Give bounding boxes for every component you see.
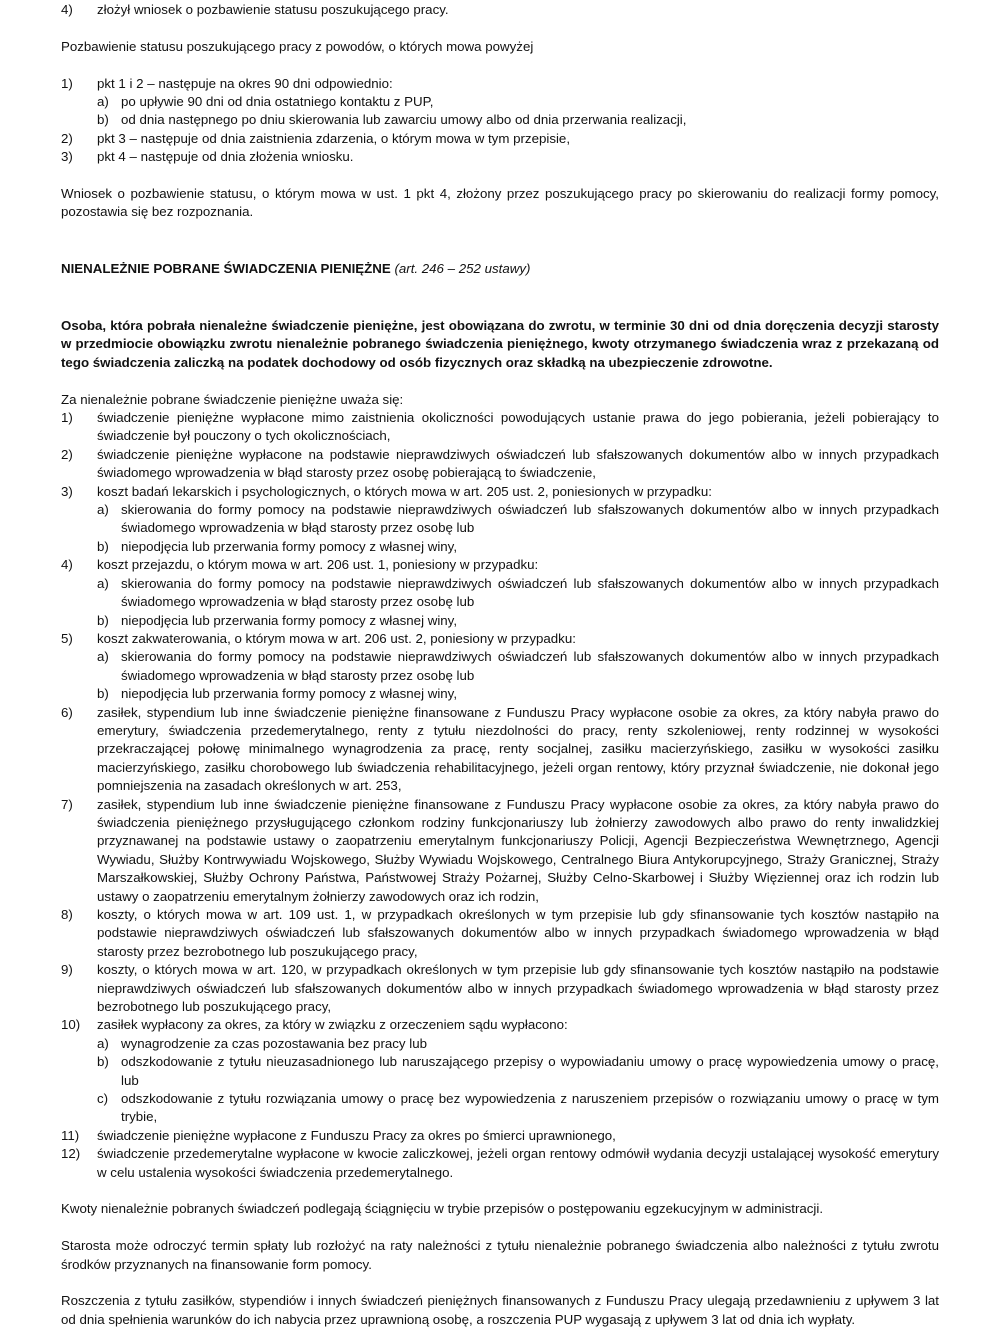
list-item	[61, 1145, 939, 1182]
list-number: 1)	[61, 75, 73, 91]
list-text: świadczenie przedemerytalne wypłacone w kwocie zaliczkowej, jeżeli organ rentowy odmówił wydania decyzji ustalającej wysokość emerytury w celu ustalenia wysokości świadczenia przedemerytalnego.	[97, 1146, 939, 1180]
sub-list-item	[61, 1035, 939, 1053]
list-text: zasiłek, stypendium lub inne świadczenie pieniężne finansowane z Funduszu Pracy wypłacone osobie za okres, za który nabyła prawo do świadczenia pieniężnego przysługującego członkom rodziny funkcjonariuszy lub żołnierzy zawodowych albo prawo do renty inwalidzkiej przyznawanej na podstawie ustawy o zaopatrzeniu emerytalnym funkcjonariuszy Policji, Agencji Bezpieczeństwa Wewnętrznego, Agencji Wywiadu, Służby Kontrwywiadu Wojskowego, Służby Wywiadu Wojskowego, Centralnego Biura Antykorupcyjnego, Straży Granicznej, Straży Marszałkowskiej, Służby Ochrony Państwa, Państwowej Straży Pożarnej, Służby Celno-Skarbowej i Służby Więziennej oraz ich rodzin lub ustawy o zaopatrzeniu emerytalnym żołnierzy zawodowych oraz ich rodzin,	[97, 796, 939, 904]
list-text: złożył wniosek o pozbawienie statusu poszukującego pracy.	[97, 2, 449, 17]
status-intro: Pozbawienie statusu poszukującego pracy z powodów, o których mowa powyżej	[61, 38, 534, 54]
section-heading	[61, 260, 939, 278]
sub-list-text: skierowania do formy pomocy na podstawie nieprawdziwych oświadczeń lub sfałszowanych dokumentów albo w innych przypadkach świadomego wprowadzenia w błąd starosty przez osobę lub	[121, 649, 939, 683]
list-number: 6)	[61, 704, 73, 720]
status-note: Wniosek o pozbawienie statusu, o którym mowa w ust. 1 pkt 4, złożony przez poszukującego pracy po skierowaniu do realizacji formy pomocy, pozostawia się bez rozpoznania.	[61, 186, 939, 220]
sub-list-item	[61, 612, 939, 630]
list-text: pkt 3 – następuje od dnia zaistnienia zdarzenia, o którym mowa w tym przepisie,	[97, 130, 571, 146]
list-intro: Za nienależnie pobrane świadczenie pieniężne uważa się:	[61, 391, 404, 407]
list-item	[61, 483, 939, 501]
list-text: zasiłek, stypendium lub inne świadczenie pieniężne finansowane z Funduszu Pracy wypłacone osobie za okres, za który nabyła prawo do emerytury, świadczenia przedemerytalnego, renty z tytułu niezdolności do pracy, renty szkoleniowej, renty rodzinnej w wysokości przekraczającej połowę minimalnego wynagrodzenia za pracę, renty socjalnej, zasiłku macierzyńskiego, zasiłku w wysokości zasiłku macierzyńskiego, zasiłku chorobowego lub świadczenia rehabilitacyjnego, jeżeli organ rentowy, który przyznał świadczenie, nie dokonał jego pomniejszenia na zasadach określonych w art. 253,	[97, 704, 939, 794]
list-number: 7)	[61, 796, 73, 812]
list-item	[61, 630, 939, 648]
list-number: 3)	[61, 483, 73, 499]
sub-list-letter: c)	[97, 1091, 109, 1107]
section-heading-title: NIENALEŻNIE POBRANE ŚWIADCZENIA PIENIĘŻNE	[61, 261, 391, 277]
sub-list-letter: a)	[97, 575, 109, 591]
sub-list-text: odszkodowanie z tytułu nieuzasadnionego lub naruszającego przepisy o wypowiadaniu umowy o pracę wypowiedzenia umowy o pracę, lub	[121, 1054, 939, 1088]
sub-list-text: skierowania do formy pomocy na podstawie nieprawdziwych oświadczeń lub sfałszowanych dokumentów albo w innych przypadkach świadomego wprowadzenia w błąd starosty przez osobę lub	[121, 575, 939, 610]
sub-list-letter: b)	[97, 686, 109, 702]
sub-list-text: odszkodowanie z tytułu rozwiązania umowy o pracę bez wypowiedzenia z naruszeniem przepisów o rozwiązaniu umowy o pracę w tym trybie,	[121, 1091, 939, 1125]
sub-list-item	[61, 111, 939, 129]
list-number: 8)	[61, 907, 73, 922]
sub-list-letter: b)	[97, 1054, 109, 1070]
closing-paragraph: Kwoty nienależnie pobranych świadczeń podlegają ściągnięciu w trybie przepisów o postępowaniu egzekucyjnym w administracji.	[61, 1201, 824, 1217]
list-text: zasiłek wypłacony za okres, za który w związku z orzeczeniem sądu wypłacono:	[97, 1017, 568, 1033]
sub-list-text: po upływie 90 dni od dnia ostatniego kontaktu z PUP,	[121, 94, 434, 109]
list-number: 4)	[61, 557, 73, 573]
sub-list-item	[61, 501, 939, 538]
list-number: 9)	[61, 962, 73, 978]
sub-list-letter: a)	[97, 649, 109, 665]
closing-paragraph: Starosta może odroczyć termin spłaty lub rozłożyć na raty należności z tytułu nienależnie pobranego świadczenia albo należności z tytułu zwrotu środków przyznanych na finansowanie form pomocy.	[61, 1238, 939, 1272]
sub-list-text: wynagrodzenie za czas pozostawania bez pracy lub	[121, 1035, 428, 1051]
sub-list-item	[61, 1053, 939, 1090]
list-item	[61, 409, 939, 446]
sub-list-item	[61, 575, 939, 612]
list-item	[61, 704, 939, 796]
list-item	[61, 1016, 939, 1034]
sub-list-text: niepodjęcia lub przerwania formy pomocy z własnej winy,	[121, 686, 458, 702]
list-number: 5)	[61, 630, 73, 646]
sub-list-item	[61, 1090, 939, 1127]
list-text: koszty, o których mowa w art. 120, w przypadkach określonych w tym przepisie lub gdy sfinansowanie tych kosztów nastąpiło na podstawie nieprawdziwych oświadczeń lub sfałszowanych dokumentów albo w innych przypadkach świadomego wprowadzenia w błąd starosty przez bezrobotnego lub poszukującego pracy,	[97, 962, 939, 1015]
sub-list-letter: a)	[97, 1035, 109, 1051]
list-text: pkt 1 i 2 – następuje na okres 90 dni odpowiednio:	[97, 75, 393, 91]
list-item	[61, 1127, 939, 1145]
list-item	[61, 961, 939, 1016]
list-item	[61, 796, 939, 906]
sub-list-text: skierowania do formy pomocy na podstawie nieprawdziwych oświadczeń lub sfałszowanych dokumentów albo w innych przypadkach świadomego wprowadzenia w błąd starosty przez osobę lub	[121, 502, 939, 536]
list-number: 10)	[61, 1017, 81, 1033]
sub-list-letter: b)	[97, 112, 109, 128]
list-item	[61, 75, 939, 93]
list-number: 4)	[61, 2, 73, 17]
list-item	[61, 906, 939, 961]
document-page	[61, 1, 939, 1329]
list-text: świadczenie pieniężne wypłacone na podstawie nieprawdziwych oświadczeń lub sfałszowanych dokumentów albo w innych przypadkach świadomego wprowadzenia w błąd starosty przez osobę pobierającą to świadczenie,	[97, 446, 939, 481]
sub-list-item	[61, 685, 939, 703]
undue-benefits-list	[61, 409, 939, 1182]
sub-list-item	[61, 538, 939, 556]
sub-list-letter: a)	[97, 502, 109, 518]
closing-paragraph: Roszczenia z tytułu zasiłków, stypendiów i innych świadczeń pieniężnych finansowanych z Funduszu Pracy ulegają przedawnieniu z upływem 3 lat od dnia spełnienia warunków do ich nabycia przez uprawnioną osobę, a roszczenia PUP wygasają z upływem 3 lat od dnia ich wypłaty.	[61, 1293, 939, 1327]
list-number: 2)	[61, 130, 73, 146]
list-text: świadczenie pieniężne wypłacone z Funduszu Pracy za okres po śmierci uprawnionego,	[97, 1127, 616, 1143]
sub-list-text: niepodjęcia lub przerwania formy pomocy z własnej winy,	[121, 612, 458, 628]
sub-list-item	[61, 648, 939, 685]
sub-list-item	[61, 93, 939, 111]
list-text: koszt badań lekarskich i psychologicznych, o których mowa w art. 205 ust. 2, poniesionych w przypadku:	[97, 483, 712, 499]
list-item	[61, 148, 939, 166]
list-number: 3)	[61, 149, 73, 165]
list-number: 11)	[61, 1127, 80, 1143]
list-item	[61, 556, 939, 574]
list-number: 1)	[61, 410, 73, 426]
status-list	[61, 75, 939, 167]
list-item	[61, 130, 939, 148]
sub-list-text: niepodjęcia lub przerwania formy pomocy z własnej winy,	[121, 538, 458, 554]
sub-list-letter: b)	[97, 538, 109, 554]
list-text: pkt 4 – następuje od dnia złożenia wniosku.	[97, 149, 354, 165]
list-item	[61, 446, 939, 483]
list-text: koszt przejazdu, o którym mowa w art. 206 ust. 1, poniesiony w przypadku:	[97, 557, 539, 573]
sub-list-letter: b)	[97, 612, 109, 628]
section-heading-ref: (art. 246 – 252 ustawy)	[394, 261, 531, 277]
sub-list-letter: a)	[97, 94, 109, 109]
sub-list-text: od dnia następnego po dniu skierowania lub zawarciu umowy albo od dnia przerwania realizacji,	[121, 112, 687, 128]
list-number: 2)	[61, 446, 73, 462]
list-item	[61, 1, 939, 19]
list-text: koszt zakwaterowania, o którym mowa w art. 206 ust. 2, poniesiony w przypadku:	[97, 630, 576, 646]
list-text: świadczenie pieniężne wypłacone mimo zaistnienia okoliczności powodujących ustanie prawa do jego pobierania, jeżeli pobierający to świadczenie był pouczony o tych okolicznościach,	[97, 410, 939, 444]
bold-paragraph: Osoba, która pobrała nienależne świadczenie pieniężne, jest obowiązana do zwrotu, w terminie 30 dni od dnia doręczenia decyzji starosty w przedmiocie obowiązku zwrotu nienależnie pobranego świadczenia pieniężnego, kwoty otrzymanego świadczenia wraz z przekazaną od tego świadczenia zaliczką na podatek dochodowy od osób fizycznych oraz składką na ubezpieczenie zdrowotne.	[61, 318, 939, 370]
list-text: koszty, o których mowa w art. 109 ust. 1, w przypadkach określonych w tym przepisie lub gdy sfinansowanie tych kosztów nastąpiło na podstawie nieprawdziwych oświadczeń lub sfałszowanych dokumentów albo w innych przypadkach świadomego wprowadzenia w błąd starosty przez bezrobotnego lub poszukującego pracy,	[97, 907, 939, 959]
list-number: 12)	[61, 1146, 81, 1162]
